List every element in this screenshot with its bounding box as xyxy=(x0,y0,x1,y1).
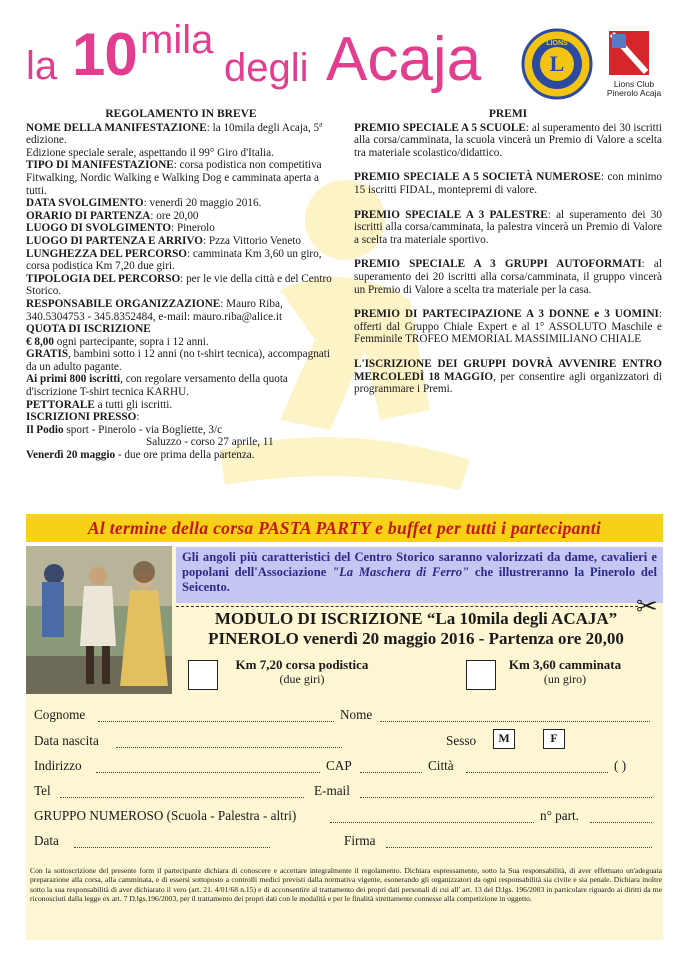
n-part-label: n° part. xyxy=(540,808,579,823)
regolamento-item xyxy=(26,411,336,424)
premi-item-text: : con minimo 15 iscritti FIDAL, montepremi di valore. xyxy=(354,171,663,196)
premi-item-text: : al superamento dei 30 iscritti alla corsa/camminata, la palestra vincerà un Premio di Valore a scelta tra materiale sportivo. xyxy=(354,208,662,246)
regolamento-item xyxy=(26,273,336,298)
cognome-label: Cognome xyxy=(34,707,86,722)
premi-item xyxy=(354,258,662,296)
sex-f-checkbox[interactable]: F xyxy=(543,729,565,749)
cap-label: CAP xyxy=(326,758,352,773)
regolamento-item-text: - due ore prima della partenza. xyxy=(115,449,255,462)
regolamento-item xyxy=(26,436,336,449)
option-camminata-label xyxy=(500,658,630,686)
premi-item-label: L'ISCRIZIONE DEI GRUPPI DOVRÀ AVVENIRE ENTRO MERCOLEDÌ 18 MAGGIO xyxy=(354,357,662,383)
regolamento-list xyxy=(26,122,336,462)
n-part-field[interactable] xyxy=(590,811,652,823)
premi-item xyxy=(354,122,662,160)
cut-line xyxy=(176,606,638,607)
scissors-icon: ✂ xyxy=(636,592,658,621)
premi-item xyxy=(354,308,662,346)
regolamento-item xyxy=(26,159,336,197)
notice-text: Gli angoli più caratteristici del Centro Storico saranno valorizzati da dame, cavalieri e popolani dell'Associazione xyxy=(182,550,657,579)
regolamento-item-label: Il Podio xyxy=(26,423,64,436)
regolamento-item-label: LUOGO DI SVOLGIMENTO xyxy=(26,222,172,235)
regolamento-item-text: a tutti gli iscritti. xyxy=(94,398,173,411)
regolamento-item-text: sport - Pinerolo - via Bogliette, 3/c xyxy=(63,423,223,436)
regolamento-item-label: PETTORALE xyxy=(26,398,95,411)
regolamento-item-text: ogni partecipante, sopra i 12 anni. xyxy=(53,335,209,348)
lions-logo-icon xyxy=(521,28,593,100)
data-nascita-label: Data nascita xyxy=(34,733,99,748)
regolamento-item xyxy=(26,336,336,349)
sex-m-checkbox[interactable]: M xyxy=(493,729,515,749)
firma-label: Firma xyxy=(344,833,376,848)
cap-field[interactable] xyxy=(360,761,422,773)
regolamento-item-text: : Pinerolo xyxy=(171,222,215,235)
regolamento-item-label: GRATIS xyxy=(26,348,69,361)
regolamento-item-text: , con regolare versamento della quota d'iscrizione T-shirt tecnica KARHU. xyxy=(26,373,288,399)
regolamento-item-label: € 8,00 xyxy=(26,335,54,348)
indirizzo-label: Indirizzo xyxy=(34,758,82,773)
tel-label: Tel xyxy=(34,783,51,798)
sesso-label: Sesso xyxy=(446,733,477,748)
premi-item-text: : offerti dal Gruppo Chiale Expert e al 1° ASSOLUTO Maschile e Femminile TROFEO MEMORIAL MASSIMILIANO CHIALE xyxy=(354,308,662,346)
regolamento-item-label: LUNGHEZZA DEL PERCORSO xyxy=(26,247,188,260)
regolamento-heading: REGOLAMENTO IN BREVE xyxy=(105,108,257,120)
premi-section xyxy=(354,108,662,408)
cognome-field[interactable] xyxy=(98,710,334,722)
regolamento-item xyxy=(26,248,336,273)
premi-item xyxy=(354,209,662,247)
firma-field[interactable] xyxy=(386,836,652,848)
regolamento-item-text: : ore 20,00 xyxy=(150,209,199,222)
nome-label: Nome xyxy=(340,707,373,722)
title-la: la xyxy=(26,44,58,88)
indirizzo-field[interactable] xyxy=(96,761,320,773)
regolamento-item-label: DATA SVOLGIMENTO xyxy=(26,197,144,210)
nome-field[interactable] xyxy=(380,710,650,722)
data-nascita-field[interactable] xyxy=(116,736,342,748)
option-corsa-checkbox[interactable] xyxy=(188,660,218,690)
regolamento-item xyxy=(26,449,336,462)
svg-text:L: L xyxy=(549,51,565,76)
notice-association: "La Maschera di Ferro" xyxy=(332,565,470,579)
regolamento-item xyxy=(26,147,336,160)
regolamento-item xyxy=(26,348,336,373)
premi-item-label: PREMIO SPECIALE A 3 GRUPPI AUTOFORMATI xyxy=(354,258,642,271)
premi-item xyxy=(354,358,662,396)
citta-field[interactable] xyxy=(466,761,608,773)
regolamento-item-text: : xyxy=(136,411,140,424)
title-acaja: Acaja xyxy=(326,25,482,94)
historic-center-notice xyxy=(176,547,663,603)
regolamento-item xyxy=(26,122,336,147)
option-corsa-sub: (due giri) xyxy=(279,672,325,686)
regolamento-item-text: : corsa podistica non competitiva Fitwalking, Nordic Walking e Walking Dog e camminata aperta a tutti. xyxy=(26,159,322,197)
regolamento-item xyxy=(26,323,336,336)
club-name xyxy=(596,80,672,98)
form-subtitle: PINEROLO venerdì 20 maggio 2016 - Partenza ore 20,00 xyxy=(208,629,624,648)
premi-list xyxy=(354,122,662,396)
premi-item-text: , per consentire agli organizzatori di programmare i Premi. xyxy=(354,370,663,396)
regolamento-item-text: : camminata Km 3,60 un giro, corsa podistica Km 7,20 due giri. xyxy=(26,247,322,273)
prov-field[interactable]: ( ) xyxy=(614,758,627,773)
club-shield-icon xyxy=(608,30,650,76)
premi-heading: PREMI xyxy=(488,108,528,120)
premi-item-label: PREMIO SPECIALE A 3 PALESTRE xyxy=(354,208,548,221)
premi-item-label: PREMIO SPECIALE A 5 SOCIETÀ NUMEROSE xyxy=(354,171,601,184)
header xyxy=(0,0,689,100)
data-field[interactable] xyxy=(74,836,270,848)
notice-text-end: che illustreranno la Pinerolo del Seicento. xyxy=(182,565,657,594)
regolamento-item-text: Saluzzo - corso 27 aprile, 11 xyxy=(146,436,274,449)
regolamento-item-label: ORARIO DI PARTENZA xyxy=(26,209,151,222)
tel-field[interactable] xyxy=(60,786,304,798)
regolamento-item-text: : Mauro Riba, 340.5304753 - 345.8352484, e-mail: mauro.riba@alice.it xyxy=(26,297,283,323)
option-camminata-text: Km 3,60 camminata xyxy=(508,657,622,672)
option-corsa-label xyxy=(222,658,382,686)
pasta-party-banner: Al termine della corsa PASTA PARTY e buffet per tutti i partecipanti xyxy=(26,514,663,542)
regolamento-item xyxy=(26,298,336,323)
regolamento-item xyxy=(26,399,336,412)
regolamento-item-text: : Pzza Vittorio Veneto xyxy=(202,234,301,247)
regolamento-item-text: : venerdì 20 maggio 2016. xyxy=(143,197,262,210)
regolamento-item-text: : la 10mila degli Acaja, 5ª edizione. xyxy=(26,121,323,147)
premi-item xyxy=(354,171,662,196)
regolamento-item-label: ISCRIZIONI PRESSO xyxy=(26,411,137,424)
regolamento-item-text: , bambini sotto i 12 anni (no t-shirt tecnica), accompagnati da un adulto pagante. xyxy=(26,348,330,373)
option-corsa-text: Km 7,20 corsa podistica xyxy=(235,657,369,672)
regolamento-item xyxy=(26,235,336,248)
regolamento-item xyxy=(26,373,336,398)
regolamento-item-label: QUOTA DI ISCRIZIONE xyxy=(26,323,151,336)
citta-label: Città xyxy=(428,758,454,773)
email-field[interactable] xyxy=(360,786,652,798)
option-camminata-checkbox[interactable] xyxy=(466,660,496,690)
regolamento-item-label: Ai primi 800 iscritti xyxy=(26,373,121,386)
regolamento-item-label: RESPONSABILE ORGANIZZAZIONE xyxy=(26,297,221,310)
regolamento-section xyxy=(26,108,336,462)
regolamento-item xyxy=(26,222,336,235)
option-camminata-sub: (un giro) xyxy=(543,672,587,686)
regolamento-item-text: Edizione speciale serale, aspettando il 99° Giro d'Italia. xyxy=(26,146,274,159)
regolamento-item xyxy=(26,424,336,437)
data-label: Data xyxy=(34,833,59,848)
premi-item-text: : al superamento dei 30 iscritti alla corsa/camminata, la scuola vincerà un Premio di Valore a scelta tra materiale scolastico/didattico. xyxy=(354,121,662,159)
premi-item-label: PREMIO SPECIALE A 5 SCUOLE xyxy=(354,121,526,134)
title-degli: degli xyxy=(224,46,309,90)
title-mila: mila xyxy=(140,18,214,62)
privacy-disclaimer: Con la sottoscrizione del presente form il partecipante dichiara di conoscere e accettare integralmente il regolamento. Dichiara espressamente, sotto la Sua responsabilità, di aver effettuato un'adeguata preparazione alla corsa, alla camminata, e di essersi sottoposto a controlli medici previsti dalla normativa vigente, esonerando gli organizzatori da ogni responsabilità sia civile e sia penale. Dichiara inoltre sotto la sua responsabilità di aver dichiarato il vero (art. 21. 4/01/68 n.15) e di acconsentire al trattamento dei propri dati personali di cui all' art. 13 del D.lgs. 196/2003 in particolare riguardo ai diritti da me riconosciuti dalla legge ex art. 7 D.lgs.196/2003, per il trattamento dei propri dati con le modalità e per le finalità strettamente connesse alla competizione in oggetto. xyxy=(30,866,662,904)
regolamento-item-label: TIPOLOGIA DEL PERCORSO xyxy=(26,272,181,285)
regolamento-item-label: NOME DELLA MANIFESTAZIONE xyxy=(26,121,207,134)
email-label: E-mail xyxy=(314,783,350,798)
regolamento-item xyxy=(26,210,336,223)
regolamento-item-text: : per le vie della città e del Centro Storico. xyxy=(26,272,332,298)
gruppo-field[interactable] xyxy=(330,811,534,823)
premi-item-label: PREMIO DI PARTECIPAZIONE A 3 DONNE e 3 UOMINI xyxy=(354,308,659,321)
gruppo-label: GRUPPO NUMEROSO (Scuola - Palestra - altri) xyxy=(34,808,297,823)
regolamento-item xyxy=(26,197,336,210)
regolamento-item-label: Venerdì 20 maggio xyxy=(26,449,116,462)
svg-text:LIONS: LIONS xyxy=(546,40,568,47)
regolamento-item-label: LUOGO DI PARTENZA E ARRIVO xyxy=(26,234,203,247)
regolamento-item-label: TIPO DI MANIFESTAZIONE xyxy=(26,159,174,172)
form-title: MODULO DI ISCRIZIONE “La 10mila degli ACAJA” xyxy=(214,609,618,628)
title-10: 10 xyxy=(72,21,137,88)
costume-photo-image xyxy=(26,546,172,694)
club-text-line2: Pinerolo Acaja xyxy=(606,88,662,98)
club-text-line1: Lions Club xyxy=(613,79,655,89)
premi-item-text: : al superamento dei 20 iscritti alla corsa/camminata, il gruppo vincerà un Premio di Valore a scelta tra materiale per la casa. xyxy=(354,258,662,296)
